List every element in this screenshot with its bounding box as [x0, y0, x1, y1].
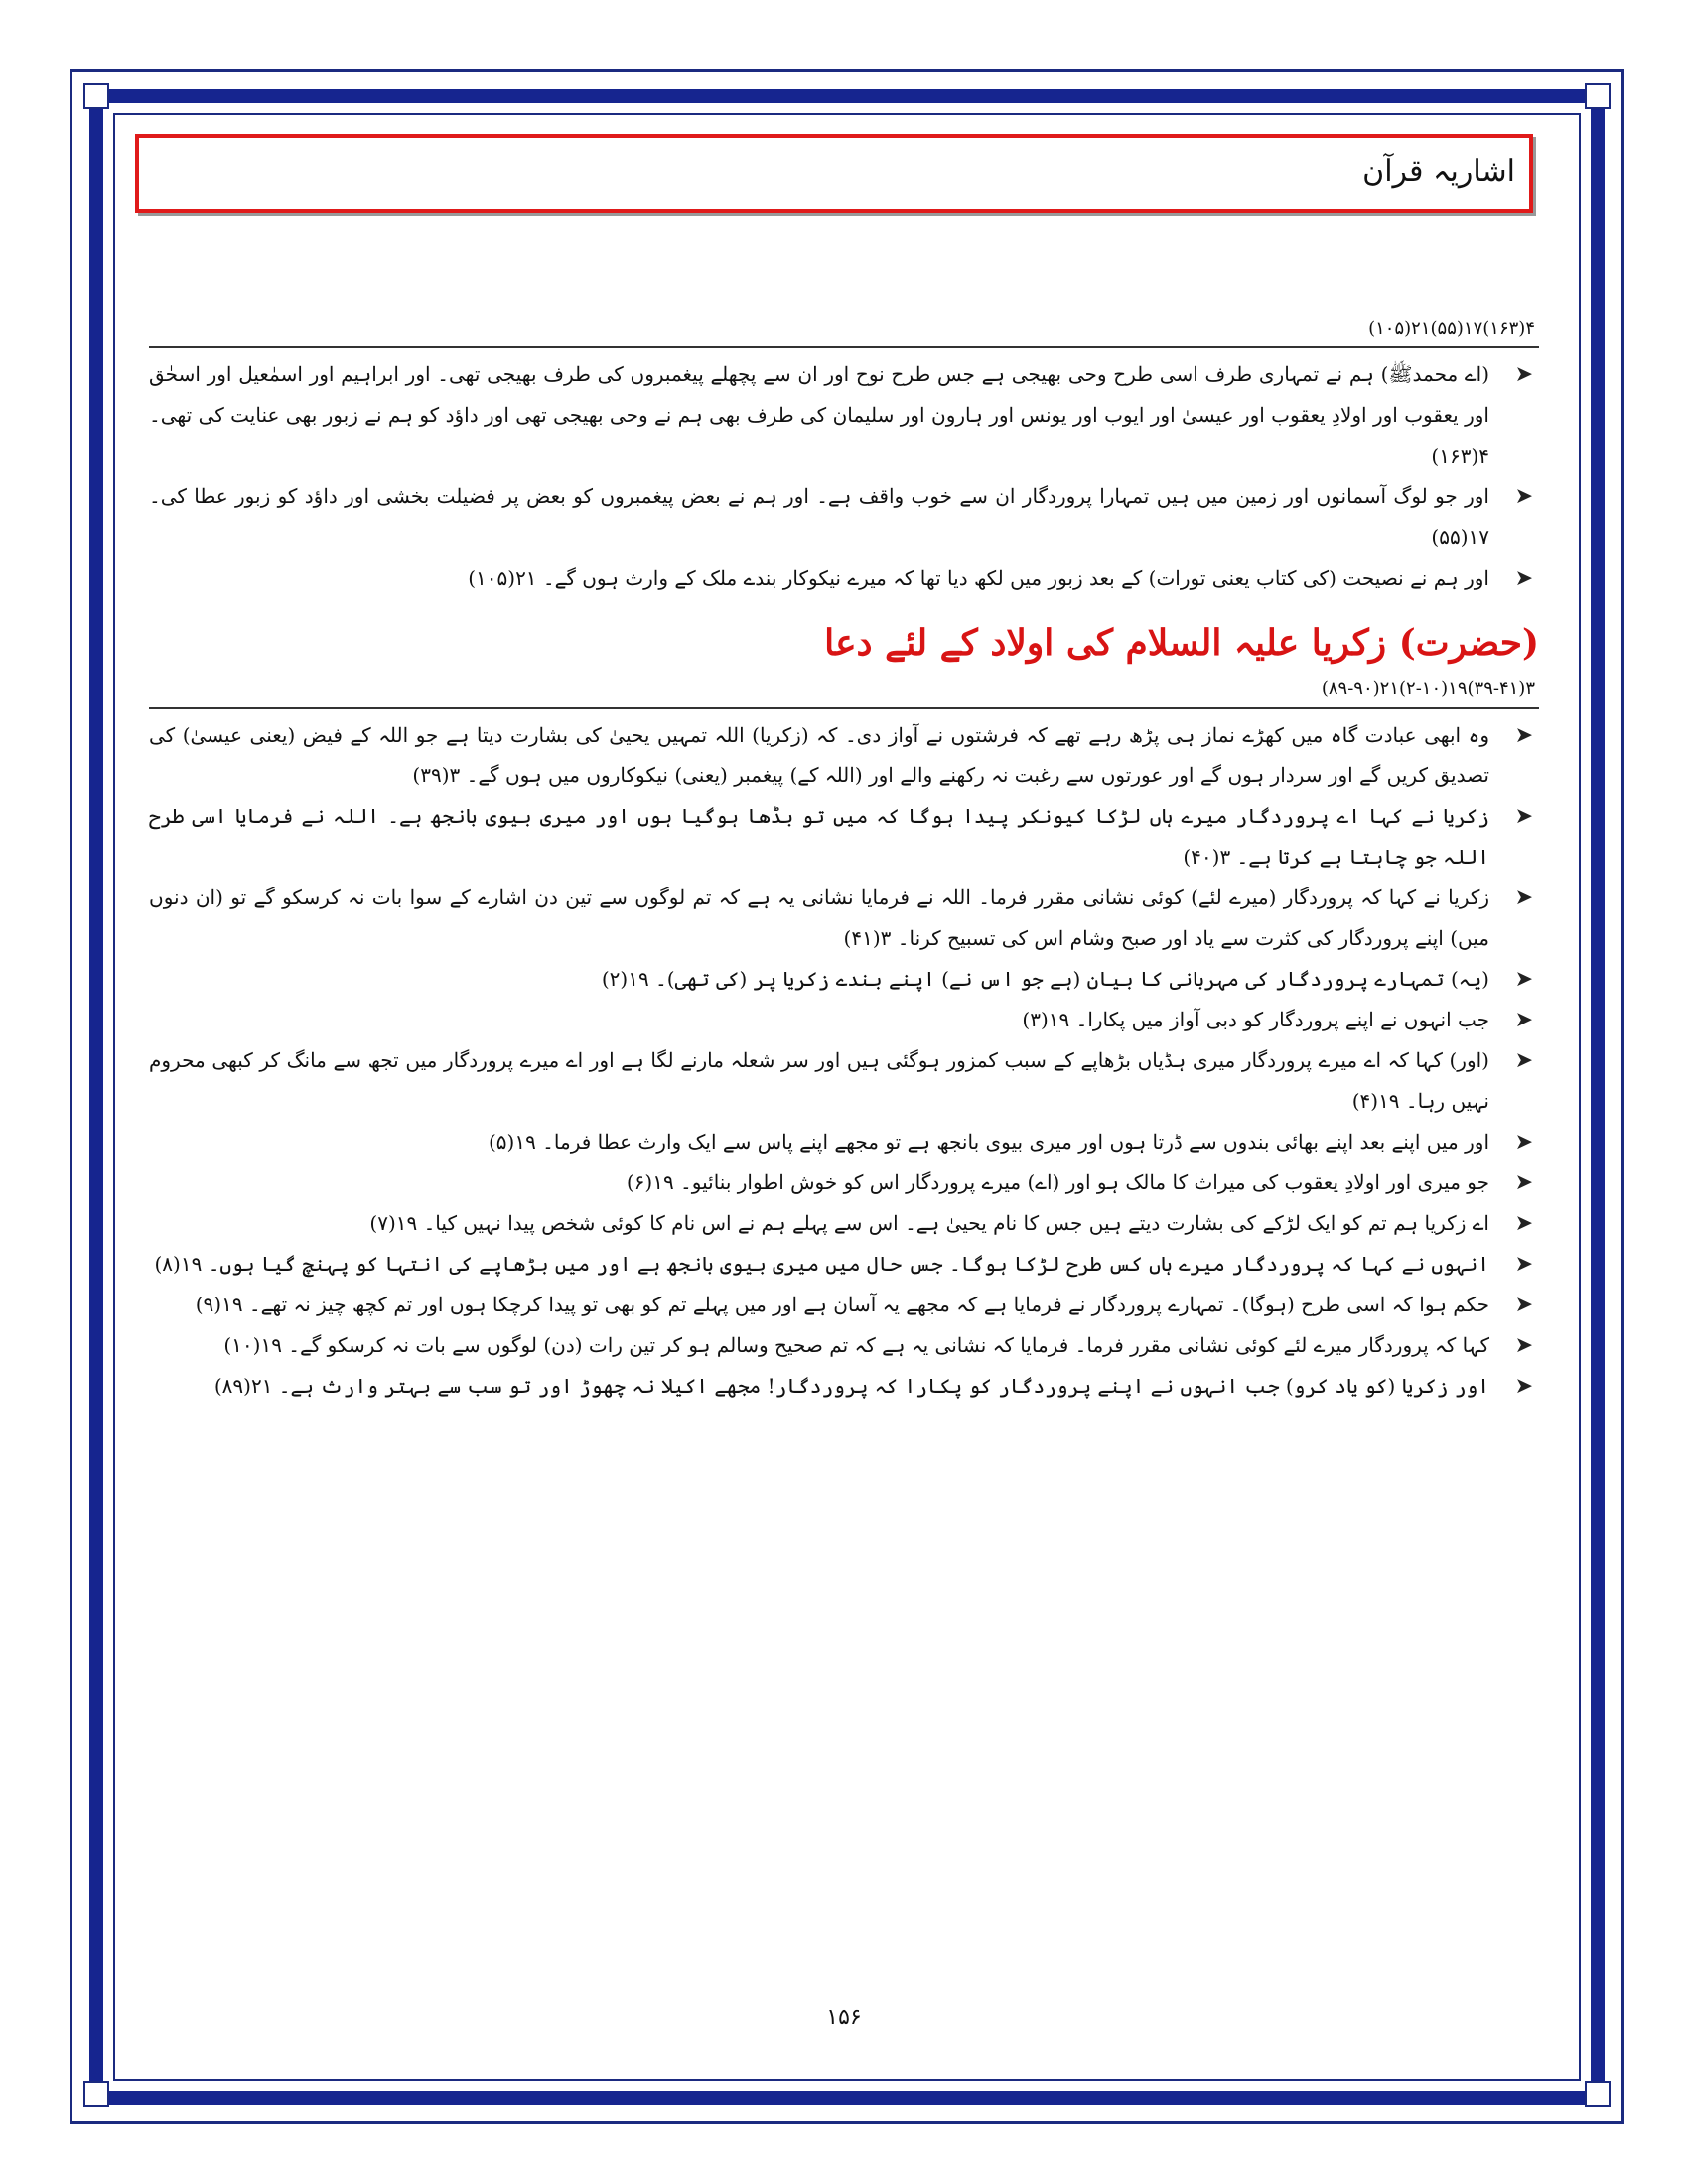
arrow-bullet-icon: ➤ — [1514, 723, 1533, 748]
section1-divider — [149, 346, 1539, 348]
list-item — [149, 477, 1539, 558]
entry-text: اور میں اپنے بعد اپنے بھائی بندوں سے ڈرتا ہوں اور میری بیوی بانجھ ہے تو مجھے اپنے پاس سے ایک وارث عطا فرما۔ ۱۹(۵) — [488, 1130, 1489, 1154]
frame-corner-top-right — [1585, 83, 1611, 109]
list-item — [149, 1203, 1539, 1244]
entry-text: زکریا نے کہا اے پروردگار میرے ہاں لڑکا کیونکر پیدا ہوگا کہ میں تو بڈھا ہوگیا ہوں اور میری بیوی بانجھ ہے۔ اللہ نے فرمایا اسی طرح اللہ جو چاہتا ہے کرتا ہے۔ ۳(۴۰) — [149, 804, 1489, 869]
arrow-bullet-icon: ➤ — [1514, 1130, 1533, 1155]
frame-corner-top-left — [83, 83, 109, 109]
entry-text: (اے محمدﷺ) ہم نے تمہاری طرف اسی طرح وحی بھیجی ہے جس طرح نوح اور ان سے پچھلے پیغمبروں کی طرف بھیجی تھی۔ اور ابراہیم اور اسمٰعیل اور اسحٰق اور یعقوب اور اولادِ یعقوب اور عیسیٰ اور ایوب اور یونس اور ہارون اور سلیمان کی طرف بھی ہم نے وحی بھیجی تھی اور داؤد کو ہم نے زبور بھی عنایت کی تھی۔ ۴(۱۶۳) — [149, 362, 1489, 468]
entry-text: حکم ہوا کہ اسی طرح (ہوگا)۔ تمہارے پروردگار نے فرمایا ہے کہ مجھے یہ آسان ہے اور میں پہلے تم کو بھی تو پیدا کرچکا ہوں اور تم کچھ چیز نہ تھے۔ ۱۹(۹) — [195, 1293, 1489, 1316]
arrow-bullet-icon: ➤ — [1514, 1293, 1533, 1317]
arrow-bullet-icon: ➤ — [1514, 1211, 1533, 1236]
list-item — [149, 1162, 1539, 1203]
entry-text: زکریا نے کہا کہ پروردگار (میرے لئے) کوئی نشانی مقرر فرما۔ اللہ نے فرمایا نشانی یہ ہے کہ تم لوگوں سے تین دن اشارے کے سوا بات نہ کرسکو گے تو (ان دنوں میں) اپنے پروردگار کی کثرت سے یاد اور صبح وشام اس کی تسبیح کرنا۔ ۳(۴۱) — [149, 886, 1489, 950]
entry-text: وہ ابھی عبادت گاہ میں کھڑے نماز ہی پڑھ رہے تھے کہ فرشتوں نے آواز دی۔ کہ (زکریا) اللہ تمہیں یحییٰ کی بشارت دیتا ہے جو اللہ کے فیض (یعنی عیسیٰ) کی تصدیق کریں گے اور سردار ہوں گے اور عورتوں سے رغبت نہ رکھنے والے اور (اللہ کے) پیغمبر (یعنی) نیکوکاروں میں ہوں گے۔ ۳(۳۹) — [149, 723, 1489, 787]
entry-text: انہوں نے کہا کہ پروردگار میرے ہاں کس طرح لڑکا ہوگا۔ جس حال میں میری بیوی بانجھ ہے اور میں بڑھاپے کی انتہا کو پہنچ گیا ہوں۔ ۱۹(۸) — [154, 1252, 1489, 1276]
arrow-bullet-icon: ➤ — [1514, 1170, 1533, 1195]
frame-corner-bottom-right — [1585, 2081, 1611, 2107]
frame-corner-bottom-left — [83, 2081, 109, 2107]
header-box — [135, 134, 1533, 213]
arrow-bullet-icon: ➤ — [1514, 362, 1533, 387]
arrow-bullet-icon: ➤ — [1514, 804, 1533, 829]
arrow-bullet-icon: ➤ — [1514, 484, 1533, 509]
list-item — [149, 1122, 1539, 1162]
entry-text: (یہ) تمہارے پروردگار کی مہربانی کا بیان (ہے جو اس نے) اپنے بندے زکریا پر (کی تھی)۔ ۱۹(۲) — [601, 967, 1489, 991]
arrow-bullet-icon: ➤ — [1514, 1048, 1533, 1073]
section2-title: (حضرت) زکریا علیہ السلام کی اولاد کے لئے دعا — [824, 622, 1539, 664]
section2-refs: ۳(۳۹-۴۱)۱۹(۲-۱۰)۲۱(۸۹-۹۰) — [1321, 678, 1535, 699]
main-content — [149, 318, 1539, 1407]
section1-list — [149, 354, 1539, 599]
page-number: ۱۵۶ — [826, 2005, 862, 2030]
arrow-bullet-icon: ➤ — [1514, 886, 1533, 910]
entry-text: (اور) کہا کہ اے میرے پروردگار میری ہڈیاں بڑھاپے کے سبب کمزور ہوگئی ہیں اور سر شعلہ مارنے لگا ہے اور اے میرے پروردگار میں تجھ سے مانگ کر کبھی محروم نہیں رہا۔ ۱۹(۴) — [149, 1048, 1489, 1113]
list-item — [149, 354, 1539, 477]
list-item — [149, 796, 1539, 878]
arrow-bullet-icon: ➤ — [1514, 1008, 1533, 1032]
entry-text: کہا کہ پروردگار میرے لئے کوئی نشانی مقرر فرما۔ فرمایا کہ نشانی یہ ہے کہ تم صحیح وسالم ہو کر تین رات (دن) لوگوں سے بات نہ کرسکو گے۔ ۱۹(۱۰) — [223, 1333, 1489, 1357]
list-item — [149, 1244, 1539, 1285]
list-item — [149, 878, 1539, 959]
list-item — [149, 1040, 1539, 1122]
list-item — [149, 959, 1539, 1000]
arrow-bullet-icon: ➤ — [1514, 566, 1533, 591]
list-item — [149, 1285, 1539, 1325]
entry-text: اور ہم نے نصیحت (کی کتاب یعنی تورات) کے بعد زبور میں لکھ دیا تھا کہ میرے نیکوکار بندے ملک کے وارث ہوں گے۔ ۲۱(۱۰۵) — [468, 566, 1489, 590]
arrow-bullet-icon: ➤ — [1514, 967, 1533, 992]
arrow-bullet-icon: ➤ — [1514, 1374, 1533, 1399]
header-title: اشاریہ قرآن — [1362, 154, 1515, 189]
list-item — [149, 1325, 1539, 1366]
entry-text: اور زکریا (کو یاد کرو) جب انہوں نے اپنے پروردگار کو پکارا کہ پروردگار! مجھے اکیلا نہ چھوڑ اور تو سب سے بہتر وارث ہے۔ ۲۱(۸۹) — [213, 1374, 1489, 1398]
entry-text: جب انہوں نے اپنے پروردگار کو دبی آواز میں پکارا۔ ۱۹(۳) — [1022, 1008, 1489, 1031]
arrow-bullet-icon: ➤ — [1514, 1333, 1533, 1358]
section1-refs: ۴(۱۶۳)۱۷(۵۵)۲۱(۱۰۵) — [1368, 318, 1535, 339]
section2-divider — [149, 707, 1539, 709]
list-item — [149, 1366, 1539, 1407]
list-item — [149, 715, 1539, 796]
arrow-bullet-icon: ➤ — [1514, 1252, 1533, 1277]
section2-list — [149, 715, 1539, 1407]
entry-text: جو میری اور اولادِ یعقوب کی میراث کا مالک ہو اور (اے) میرے پروردگار اس کو خوش اطوار بنائیو۔ ۱۹(۶) — [626, 1170, 1489, 1194]
entry-text: اور جو لوگ آسمانوں اور زمین میں ہیں تمہارا پروردگار ان سے خوب واقف ہے۔ اور ہم نے بعض پیغمبروں کو بعض پر فضیلت بخشی اور داؤد کو زبور عطا کی۔ ۱۷(۵۵) — [149, 484, 1489, 549]
list-item — [149, 558, 1539, 599]
entry-text: اے زکریا ہم تم کو ایک لڑکے کی بشارت دیتے ہیں جس کا نام یحییٰ ہے۔ اس سے پہلے ہم نے اس نام کا کوئی شخص پیدا نہیں کیا۔ ۱۹(۷) — [369, 1211, 1489, 1235]
list-item — [149, 1000, 1539, 1040]
